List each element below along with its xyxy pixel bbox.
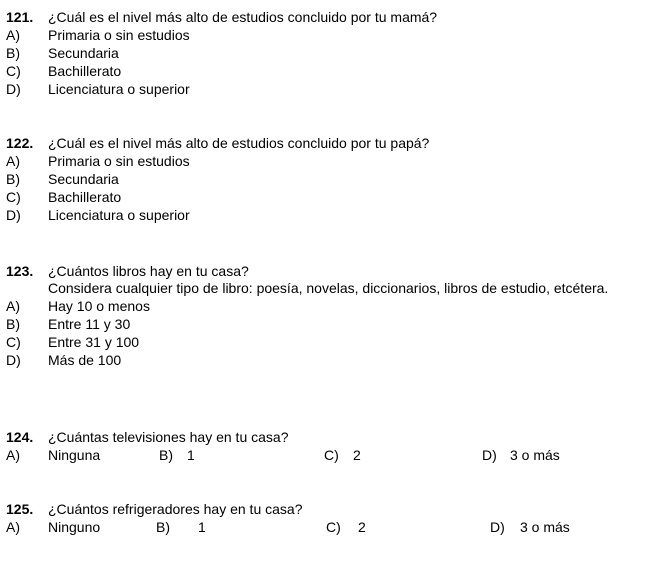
option-a[interactable] <box>6 297 646 315</box>
question-header <box>6 428 646 446</box>
question-text: ¿Cuántas televisiones hay en tu casa? <box>48 429 289 445</box>
question-124 <box>6 428 646 464</box>
option-d[interactable] <box>6 80 646 98</box>
options-row <box>6 518 646 536</box>
question-number: 124. <box>6 429 34 445</box>
option-letter: D) <box>482 447 497 463</box>
option-text: Secundaria <box>48 171 119 187</box>
question-number: 125. <box>6 501 34 517</box>
option-b[interactable] <box>6 170 646 188</box>
option-letter: A) <box>6 447 20 463</box>
option-text: Primaria o sin estudios <box>48 153 190 169</box>
option-text: Bachillerato <box>48 189 122 205</box>
question-123 <box>6 262 646 369</box>
option-text: Ninguna <box>48 447 101 463</box>
option-letter: B) <box>6 45 20 61</box>
option-letter: D) <box>6 81 21 97</box>
option-a[interactable] <box>6 152 646 170</box>
question-note: Considera cualquier tipo de libro: poesía, novelas, diccionarios, libros de estudio, etcétera. <box>48 280 609 296</box>
option-letter: D) <box>6 207 21 223</box>
option-text: Ninguno <box>48 519 101 535</box>
question-text: ¿Cuál es el nivel más alto de estudios concluido por tu papá? <box>48 135 430 151</box>
option-text: Licenciatura o superior <box>48 207 190 223</box>
question-text: ¿Cuántos libros hay en tu casa? <box>48 263 249 279</box>
option-d[interactable] <box>482 446 560 464</box>
option-c[interactable] <box>6 333 646 351</box>
question-number: 123. <box>6 263 34 279</box>
option-c[interactable] <box>324 446 361 464</box>
option-text: Primaria o sin estudios <box>48 27 190 43</box>
question-125 <box>6 500 646 536</box>
option-letter: A) <box>6 298 20 314</box>
question-header <box>6 262 646 280</box>
option-letter: A) <box>6 519 20 535</box>
option-text: Más de 100 <box>48 352 122 368</box>
option-a[interactable] <box>6 26 646 44</box>
option-text: 3 o más <box>510 447 560 463</box>
option-letter: C) <box>324 447 339 463</box>
option-letter: B) <box>6 316 20 332</box>
question-header <box>6 8 646 26</box>
question-header <box>6 500 646 518</box>
option-letter: A) <box>6 153 20 169</box>
option-letter: A) <box>6 27 20 43</box>
option-c[interactable] <box>326 518 366 536</box>
option-b[interactable] <box>6 44 646 62</box>
option-letter: C) <box>326 519 341 535</box>
question-text: ¿Cuántos refrigeradores hay en tu casa? <box>48 501 303 517</box>
option-d[interactable] <box>490 518 570 536</box>
question-number: 122. <box>6 135 34 151</box>
option-a[interactable] <box>6 518 100 536</box>
option-b[interactable] <box>6 315 646 333</box>
option-d[interactable] <box>6 351 646 369</box>
question-122 <box>6 134 646 224</box>
option-text: Hay 10 o menos <box>48 298 150 314</box>
option-text: 2 <box>358 519 366 535</box>
question-header <box>6 134 646 152</box>
option-text: Secundaria <box>48 45 119 61</box>
option-letter: C) <box>6 334 21 350</box>
option-text: 2 <box>353 447 361 463</box>
option-c[interactable] <box>6 62 646 80</box>
options-row <box>6 446 646 464</box>
option-c[interactable] <box>6 188 646 206</box>
option-letter: D) <box>490 519 505 535</box>
option-letter: B) <box>159 447 173 463</box>
option-text: 1 <box>198 519 206 535</box>
option-d[interactable] <box>6 206 646 224</box>
question-text: ¿Cuál es el nivel más alto de estudios concluido por tu mamá? <box>48 9 438 25</box>
option-text: Bachillerato <box>48 63 122 79</box>
option-text: 1 <box>187 447 195 463</box>
option-text: Licenciatura o superior <box>48 81 190 97</box>
option-a[interactable] <box>6 446 100 464</box>
option-letter: B) <box>6 171 20 187</box>
option-text: Entre 11 y 30 <box>48 316 131 332</box>
question-number: 121. <box>6 9 34 25</box>
question-121 <box>6 8 646 98</box>
option-b[interactable] <box>159 446 195 464</box>
option-letter: C) <box>6 63 21 79</box>
option-letter: D) <box>6 352 21 368</box>
option-text: Entre 31 y 100 <box>48 334 140 350</box>
option-letter: C) <box>6 189 21 205</box>
option-b[interactable] <box>156 518 206 536</box>
option-letter: B) <box>156 519 170 535</box>
option-text: 3 o más <box>520 519 570 535</box>
